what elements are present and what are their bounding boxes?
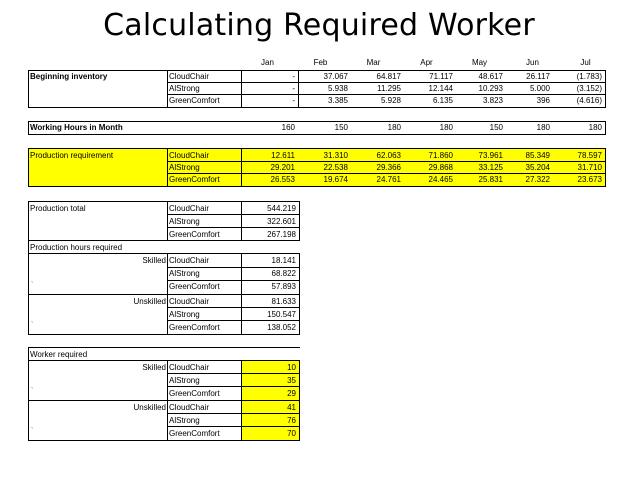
worker-required-value: 70 [287, 429, 296, 438]
production-hours-product-label: CloudChair [169, 256, 210, 265]
production-requirement-cell: 22.538 [323, 163, 348, 172]
beginning-inventory-cell: 3.823 [482, 96, 503, 105]
production-requirement-cell: 26.553 [270, 175, 295, 184]
worker-required-product-label: CloudChair [169, 403, 210, 412]
production-hours-unskilled-label: Unskilled [133, 297, 166, 306]
production-hours-skilled-label: Skilled [142, 256, 166, 265]
production-requirement-cell: 31.310 [323, 151, 348, 160]
month-header-jun: Jun [526, 58, 539, 67]
beginning-inventory-cell: - [292, 96, 295, 105]
beginning-inventory-cell: 5.928 [380, 96, 401, 105]
beginning-inventory-product-label: AlStrong [169, 84, 200, 93]
production-requirement-label: Production requirement [30, 151, 114, 160]
beginning-inventory-product-label: CloudChair [169, 72, 210, 81]
month-header-apr: Apr [420, 58, 433, 67]
production-requirement-cell: 29.366 [376, 163, 401, 172]
beginning-inventory-cell: 37.067 [323, 72, 348, 81]
tick-mark: ` [31, 388, 34, 395]
production-requirement-cell: 25.831 [478, 175, 503, 184]
worker-required-value: 76 [287, 416, 296, 425]
production-requirement-cell: 29.201 [270, 163, 295, 172]
production-hours-label: Production hours required [30, 243, 123, 252]
production-hours-product-label: GreenComfort [169, 282, 220, 291]
production-requirement-product-label: AlStrong [169, 163, 200, 172]
beginning-inventory-cell: 12.144 [428, 84, 453, 93]
production-hours-product-label: CloudChair [169, 297, 210, 306]
working-hours-cell: 180 [439, 123, 453, 132]
beginning-inventory-cell: (4.616) [576, 96, 602, 105]
production-hours-product-label: AlStrong [169, 310, 200, 319]
production-requirement-cell: 78.597 [577, 151, 602, 160]
month-header-mar: Mar [366, 58, 381, 67]
production-total-product-label: AlStrong [169, 217, 200, 226]
working-hours-cell: 160 [281, 123, 295, 132]
working-hours-cell: 180 [387, 123, 401, 132]
beginning-inventory-cell: - [292, 72, 295, 81]
beginning-inventory-cell: 48.617 [478, 72, 503, 81]
production-requirement-cell: 62.063 [376, 151, 401, 160]
production-requirement-cell: 73.961 [478, 151, 503, 160]
worker-required-product-label: AlStrong [169, 376, 200, 385]
beginning-inventory-label: Beginning inventory [30, 72, 108, 81]
worker-required-product-label: CloudChair [169, 363, 210, 372]
working-hours-cell: 180 [536, 123, 550, 132]
month-header-jan: Jan [261, 58, 274, 67]
worker-required-value: 29 [287, 389, 296, 398]
page-title: Calculating Required Worker [103, 8, 535, 43]
production-requirement-cell: 12.611 [271, 151, 295, 160]
month-header-may: May [471, 58, 488, 67]
worker-required-value: 35 [287, 376, 296, 385]
worker-required-product-label: GreenComfort [169, 429, 220, 438]
production-total-value: 322.601 [267, 217, 296, 226]
production-requirement-cell: 29.868 [428, 163, 453, 172]
production-hours-value: 68.822 [271, 269, 296, 278]
working-hours-cell: 150 [334, 123, 348, 132]
production-requirement-cell: 27.322 [525, 175, 550, 184]
worker-required-unskilled-label: Unskilled [133, 403, 166, 412]
beginning-inventory-cell: 64.817 [376, 72, 401, 81]
production-hours-value: 138.052 [267, 323, 296, 332]
production-requirement-cell: 35.204 [525, 163, 550, 172]
month-header-feb: Feb [313, 58, 328, 67]
production-hours-value: 18.141 [271, 256, 296, 265]
production-requirement-cell: 24.465 [428, 175, 453, 184]
production-hours-value: 81.633 [271, 297, 296, 306]
beginning-inventory-cell: (1.783) [576, 72, 602, 81]
production-total-value: 267.198 [267, 230, 296, 239]
production-total-value: 544.219 [267, 204, 296, 213]
month-header-jul: Jul [580, 58, 591, 67]
working-hours-label: Working Hours in Month [30, 123, 123, 132]
worker-required-label: Worker required [30, 350, 88, 359]
worker-required-product-label: GreenComfort [169, 389, 220, 398]
tick-mark: ` [31, 282, 34, 289]
working-hours-cell: 180 [588, 123, 602, 132]
production-hours-product-label: GreenComfort [169, 323, 220, 332]
beginning-inventory-cell: (3.152) [576, 84, 602, 93]
beginning-inventory-cell: 5.000 [529, 84, 550, 93]
production-hours-value: 150.547 [267, 310, 296, 319]
production-requirement-cell: 31.710 [577, 163, 602, 172]
worker-required-value: 41 [287, 403, 296, 412]
beginning-inventory-cell: 26.117 [526, 72, 550, 81]
production-requirement-cell: 33.125 [478, 163, 503, 172]
production-requirement-cell: 85.349 [525, 151, 550, 160]
worker-required-skilled-label: Skilled [142, 363, 166, 372]
production-requirement-product-label: CloudChair [169, 151, 210, 160]
tick-mark: ` [31, 322, 34, 329]
beginning-inventory-cell: 11.295 [377, 84, 401, 93]
production-total-product-label: GreenComfort [169, 230, 220, 239]
beginning-inventory-product-label: GreenComfort [169, 96, 220, 105]
production-requirement-cell: 19.674 [323, 175, 348, 184]
production-hours-value: 57.893 [271, 282, 296, 291]
beginning-inventory-cell: 396 [536, 96, 550, 105]
production-requirement-cell: 24.761 [376, 175, 401, 184]
worker-required-product-label: AlStrong [169, 416, 200, 425]
worker-required-value: 10 [287, 363, 296, 372]
working-hours-cell: 150 [489, 123, 503, 132]
beginning-inventory-cell: - [292, 84, 295, 93]
beginning-inventory-cell: 6.135 [432, 96, 453, 105]
production-total-product-label: CloudChair [169, 204, 210, 213]
production-requirement-cell: 71.860 [428, 151, 453, 160]
tick-mark: ` [31, 428, 34, 435]
beginning-inventory-cell: 10.293 [478, 84, 503, 93]
beginning-inventory-cell: 5.938 [327, 84, 348, 93]
beginning-inventory-cell: 71.117 [429, 72, 453, 81]
beginning-inventory-cell: 3.385 [327, 96, 348, 105]
production-hours-product-label: AlStrong [169, 269, 200, 278]
production-requirement-product-label: GreenComfort [169, 175, 220, 184]
production-requirement-cell: 23.673 [577, 175, 602, 184]
production-total-label: Production total [30, 204, 86, 213]
